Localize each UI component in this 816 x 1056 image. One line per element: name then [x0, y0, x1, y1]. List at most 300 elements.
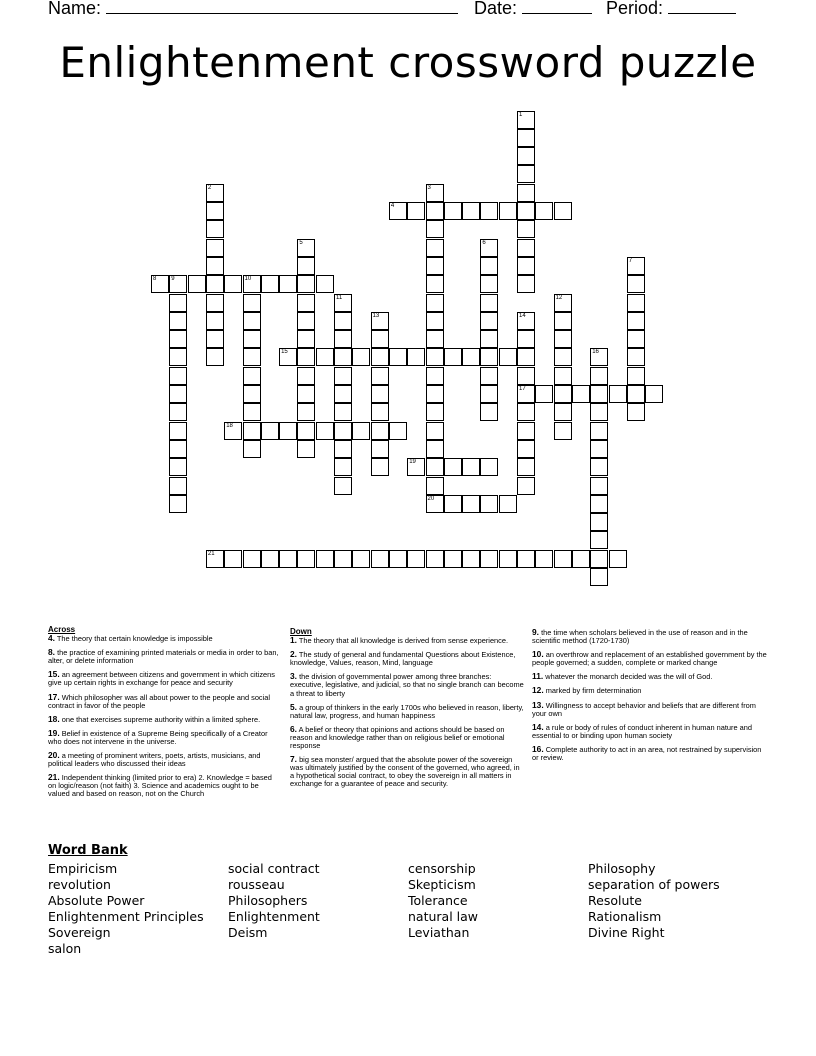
- word-bank-item: Absolute Power: [48, 893, 145, 908]
- date-label: Date:: [474, 0, 518, 18]
- clue-text: an overthrow and replacement of an established government by the people governed; a sudden, complete or marked change: [532, 650, 767, 668]
- crossword-cell[interactable]: [169, 458, 187, 476]
- crossword-cell[interactable]: [444, 550, 462, 568]
- word-bank: [48, 843, 768, 957]
- crossword-cell[interactable]: [243, 330, 261, 348]
- across-clue: [48, 693, 280, 710]
- crossword-cell[interactable]: [389, 422, 407, 440]
- clue-number-label: 17: [519, 386, 526, 392]
- word-bank-item: revolution: [48, 877, 111, 892]
- crossword-cell[interactable]: [426, 477, 444, 495]
- clue-text: the practice of examining printed materials or media in order to ban, alter, or delete information: [48, 648, 279, 666]
- clue-number: 20.: [48, 750, 60, 761]
- crossword-cell[interactable]: [206, 550, 224, 568]
- clue-number-label: 20: [427, 495, 435, 502]
- crossword-cell[interactable]: [480, 403, 498, 421]
- crossword-cell[interactable]: [480, 275, 498, 293]
- crossword-cell[interactable]: [426, 348, 444, 366]
- crossword-cell[interactable]: [261, 550, 279, 568]
- crossword-cell[interactable]: [590, 550, 608, 568]
- clue-number: 1.: [290, 635, 297, 646]
- word-bank-item: Deism: [228, 925, 268, 940]
- word-bank-item: Empiricism: [48, 861, 118, 876]
- crossword-cell[interactable]: [334, 422, 352, 440]
- word-bank-item: natural law: [408, 909, 479, 924]
- crossword-cell[interactable]: [297, 294, 315, 312]
- crossword-cell[interactable]: [426, 367, 444, 385]
- crossword-cell[interactable]: [297, 312, 315, 330]
- crossword-cell[interactable]: [426, 440, 444, 458]
- crossword-cell[interactable]: [352, 348, 370, 366]
- crossword-cell[interactable]: [316, 348, 334, 366]
- crossword-cell[interactable]: [334, 550, 352, 568]
- crossword-cell[interactable]: [627, 294, 645, 312]
- crossword-cell[interactable]: [169, 330, 187, 348]
- clue-number-label: 18: [226, 422, 233, 429]
- crossword-cell[interactable]: [480, 550, 498, 568]
- crossword-cell[interactable]: [499, 348, 517, 366]
- crossword-cell[interactable]: [480, 257, 498, 275]
- crossword-cell[interactable]: [297, 422, 315, 440]
- crossword-cell[interactable]: [554, 403, 572, 421]
- crossword-cell[interactable]: [371, 312, 389, 330]
- crossword-cell[interactable]: [279, 422, 297, 440]
- clue-number: 9.: [532, 627, 539, 637]
- crossword-cell[interactable]: [554, 294, 572, 312]
- crossword-cell[interactable]: [297, 239, 315, 257]
- clue-number: 6.: [290, 723, 297, 734]
- crossword-cell[interactable]: [206, 239, 224, 257]
- crossword-cell[interactable]: [517, 165, 535, 183]
- crossword-cell[interactable]: [426, 275, 444, 293]
- crossword-cell[interactable]: [426, 184, 444, 202]
- clue-text: whatever the monarch decided was the will of God.: [545, 672, 713, 682]
- word-bank-item: social contract: [228, 861, 320, 876]
- crossword-cell[interactable]: [426, 330, 444, 348]
- down-clues: [290, 628, 524, 794]
- clue-text: marked by firm determination: [545, 686, 642, 696]
- word-bank-item: separation of powers: [588, 877, 720, 892]
- crossword-cell[interactable]: [554, 550, 572, 568]
- crossword-cell[interactable]: [627, 385, 645, 403]
- crossword-cell[interactable]: [572, 385, 590, 403]
- crossword-cell[interactable]: [480, 239, 498, 257]
- down-clue: [290, 672, 524, 697]
- crossword-cell[interactable]: [316, 275, 334, 293]
- crossword-cell[interactable]: [389, 202, 407, 220]
- crossword-cell[interactable]: [389, 348, 407, 366]
- clue-text: A belief or theory that opinions and actions should be based on reason and knowledge rather than on religious belief or emotional response: [290, 724, 505, 751]
- clue-number: 17.: [48, 691, 60, 702]
- crossword-cell[interactable]: [371, 422, 389, 440]
- crossword-cell[interactable]: [462, 550, 480, 568]
- crossword-cell[interactable]: [627, 330, 645, 348]
- crossword-cell[interactable]: [224, 550, 242, 568]
- crossword-cell[interactable]: [517, 147, 535, 165]
- clue-number: 7.: [290, 754, 297, 765]
- crossword-cell[interactable]: [590, 458, 608, 476]
- clue-number: 10.: [532, 649, 544, 660]
- crossword-cell[interactable]: [462, 458, 480, 476]
- clue-number-label: 7: [628, 257, 633, 264]
- crossword-cell[interactable]: [352, 550, 370, 568]
- crossword-cell[interactable]: [279, 550, 297, 568]
- crossword-cell[interactable]: [444, 495, 462, 513]
- crossword-cell[interactable]: [480, 312, 498, 330]
- crossword-cell[interactable]: [426, 495, 444, 513]
- page-title: Enlightenment crossword puzzle: [59, 38, 757, 87]
- crossword-cell[interactable]: [590, 568, 608, 586]
- crossword-cell[interactable]: [206, 257, 224, 275]
- clue-number-label: 9: [171, 276, 175, 283]
- down-heading: Down: [290, 627, 312, 636]
- crossword-cell[interactable]: [297, 348, 315, 366]
- crossword-cell[interactable]: [426, 458, 444, 476]
- crossword-cell[interactable]: [462, 348, 480, 366]
- crossword-cell[interactable]: [590, 440, 608, 458]
- crossword-cell[interactable]: [169, 495, 187, 513]
- crossword-cell[interactable]: [407, 202, 425, 220]
- clue-text: the division of governmental power among three branches: executive, legislative, and judicial, so that no single branch can become a threat to liberty: [290, 672, 524, 698]
- clue-text: Complete authority to act in an area, not restrained by supervision or review.: [532, 744, 762, 763]
- crossword-cell[interactable]: [334, 385, 352, 403]
- crossword-cell[interactable]: [499, 202, 517, 220]
- down-clue: [290, 703, 524, 720]
- crossword-cell[interactable]: [517, 220, 535, 238]
- clue-number-label: 21: [207, 550, 215, 557]
- across-clue: [48, 715, 280, 724]
- crossword-cell[interactable]: [334, 312, 352, 330]
- crossword-cell[interactable]: [206, 184, 224, 202]
- crossword-cell[interactable]: [243, 312, 261, 330]
- crossword-cell[interactable]: [371, 440, 389, 458]
- crossword-cell[interactable]: [169, 440, 187, 458]
- crossword-cell[interactable]: [517, 477, 535, 495]
- down-clue: [532, 686, 768, 695]
- crossword-cell[interactable]: [261, 275, 279, 293]
- crossword-cell[interactable]: [480, 385, 498, 403]
- across-clue: [48, 634, 280, 643]
- clue-number-label: 2: [207, 184, 212, 191]
- crossword-cell[interactable]: [169, 312, 187, 330]
- crossword-cell[interactable]: [224, 422, 242, 440]
- clue-text: one that exercises supreme authority within a limited sphere.: [61, 714, 261, 724]
- clue-number-label: 10: [244, 276, 252, 283]
- crossword-cell[interactable]: [554, 348, 572, 366]
- crossword-cell[interactable]: [590, 477, 608, 495]
- crossword-cell[interactable]: [517, 367, 535, 385]
- crossword-cell[interactable]: [480, 367, 498, 385]
- down-clue: [290, 636, 524, 645]
- clue-number-label: 4: [390, 203, 395, 209]
- crossword-cell[interactable]: [426, 202, 444, 220]
- crossword-cell[interactable]: [297, 257, 315, 275]
- clue-text: an agreement between citizens and government in which citizens give up certain rights in exchange for peace and security: [48, 670, 275, 688]
- crossword-cell[interactable]: [517, 348, 535, 366]
- crossword-cell[interactable]: [590, 403, 608, 421]
- crossword-cell[interactable]: [480, 458, 498, 476]
- crossword-cell[interactable]: [517, 403, 535, 421]
- crossword-cell[interactable]: [297, 330, 315, 348]
- crossword-cell[interactable]: [169, 403, 187, 421]
- clue-number: 16.: [532, 743, 544, 754]
- crossword-cell[interactable]: [169, 275, 187, 293]
- word-bank-item: Skepticism: [408, 877, 476, 892]
- crossword-cell[interactable]: [169, 385, 187, 403]
- crossword-cell[interactable]: [426, 239, 444, 257]
- crossword-cell[interactable]: [243, 403, 261, 421]
- crossword-cell[interactable]: [206, 348, 224, 366]
- crossword-cell[interactable]: [371, 348, 389, 366]
- crossword-cell[interactable]: [590, 495, 608, 513]
- clue-text: a rule or body of rules of conduct inherent in human nature and essential to or binding upon human society: [532, 722, 752, 740]
- crossword-cell[interactable]: [243, 348, 261, 366]
- crossword-cell[interactable]: [554, 422, 572, 440]
- crossword-cell[interactable]: [389, 550, 407, 568]
- clue-number: 13.: [532, 699, 544, 710]
- clue-text: The theory that all knowledge is derived from sense experience.: [298, 636, 509, 646]
- crossword-cell[interactable]: [279, 348, 297, 366]
- clue-number: 4.: [48, 633, 55, 644]
- across-clue: [48, 773, 280, 798]
- crossword-cell[interactable]: [334, 477, 352, 495]
- crossword-cell[interactable]: [517, 184, 535, 202]
- crossword-cell[interactable]: [535, 550, 553, 568]
- crossword-cell[interactable]: [480, 202, 498, 220]
- crossword-cell[interactable]: [371, 403, 389, 421]
- clue-number-label: 12: [555, 294, 563, 301]
- crossword-cell[interactable]: [480, 495, 498, 513]
- period-label: Period:: [606, 0, 664, 18]
- word-bank-item: Philosophers: [228, 893, 308, 908]
- crossword-cell[interactable]: [517, 275, 535, 293]
- crossword-cell[interactable]: [206, 312, 224, 330]
- word-bank-item: Resolute: [588, 893, 642, 908]
- crossword-cell[interactable]: [426, 385, 444, 403]
- crossword-cell[interactable]: [169, 367, 187, 385]
- crossword-cell[interactable]: [517, 129, 535, 147]
- crossword-cell[interactable]: [609, 550, 627, 568]
- crossword-cell[interactable]: [243, 550, 261, 568]
- clue-text: Belief in existence of a Supreme Being specifically of a Creator who does not intervene in the universe.: [48, 728, 268, 746]
- crossword-cell[interactable]: [480, 330, 498, 348]
- crossword-cell[interactable]: [169, 422, 187, 440]
- crossword-cell[interactable]: [169, 477, 187, 495]
- crossword-cell[interactable]: [590, 422, 608, 440]
- across-clue: [48, 751, 280, 768]
- crossword-cell[interactable]: [243, 367, 261, 385]
- word-bank-item: Tolerance: [408, 893, 468, 908]
- clue-text: Which philosopher was all about power to the people and social contract in favor of the people: [48, 692, 271, 710]
- crossword-cell[interactable]: [297, 385, 315, 403]
- crossword-cell[interactable]: [206, 294, 224, 312]
- crossword-cell[interactable]: [297, 275, 315, 293]
- across-clue: [48, 670, 280, 687]
- crossword-cell[interactable]: [517, 312, 535, 330]
- clue-text: a group of thinkers in the early 1700s who believed in reason, liberty, natural law, progress, and human happiness: [290, 702, 524, 720]
- word-bank-item: salon: [48, 941, 82, 956]
- crossword-cell[interactable]: [590, 348, 608, 366]
- crossword-cell[interactable]: [243, 440, 261, 458]
- crossword-cell[interactable]: [407, 550, 425, 568]
- crossword-cell[interactable]: [480, 294, 498, 312]
- crossword-cell[interactable]: [426, 403, 444, 421]
- crossword-cell[interactable]: [627, 257, 645, 275]
- crossword-cell[interactable]: [627, 275, 645, 293]
- crossword-cell[interactable]: [517, 330, 535, 348]
- across-clue: [48, 648, 280, 665]
- crossword-cell[interactable]: [426, 294, 444, 312]
- crossword-cell[interactable]: [554, 202, 572, 220]
- crossword-cell[interactable]: [407, 348, 425, 366]
- clue-number: 14.: [532, 721, 544, 732]
- crossword-cell[interactable]: [426, 257, 444, 275]
- crossword-cell[interactable]: [554, 330, 572, 348]
- clue-text: a meeting of prominent writers, poets, artists, musicians, and political leaders who discussed their ideas: [48, 751, 261, 769]
- crossword-cell[interactable]: [554, 312, 572, 330]
- down-clues-continued: [532, 628, 768, 767]
- crossword-cell[interactable]: [297, 367, 315, 385]
- crossword-cell[interactable]: [334, 458, 352, 476]
- crossword-cell[interactable]: [462, 202, 480, 220]
- word-bank-title: Word Bank: [48, 843, 128, 858]
- crossword-cell[interactable]: [334, 348, 352, 366]
- clue-number: 3.: [290, 671, 297, 682]
- crossword-cell[interactable]: [426, 220, 444, 238]
- word-bank-item: Enlightenment Principles: [48, 909, 204, 924]
- crossword-cell[interactable]: [444, 202, 462, 220]
- down-clue: [532, 745, 768, 762]
- crossword-cell[interactable]: [316, 422, 334, 440]
- clue-text: the time when scholars believed in the use of reason and in the scientific method (1720-1730): [532, 628, 748, 646]
- crossword-cell[interactable]: [517, 202, 535, 220]
- crossword-cell[interactable]: [645, 385, 663, 403]
- name-label: Name:: [48, 0, 102, 18]
- crossword-cell[interactable]: [371, 330, 389, 348]
- crossword-cell[interactable]: [517, 111, 535, 129]
- crossword-cell[interactable]: [371, 385, 389, 403]
- crossword-cell[interactable]: [590, 385, 608, 403]
- crossword-cell[interactable]: [151, 275, 169, 293]
- crossword-cell[interactable]: [517, 550, 535, 568]
- crossword-cell[interactable]: [297, 550, 315, 568]
- clue-number: 18.: [48, 713, 60, 724]
- clue-number: 19.: [48, 727, 60, 738]
- crossword-cell[interactable]: [480, 348, 498, 366]
- crossword-cell[interactable]: [206, 275, 224, 293]
- clue-number: 21.: [48, 772, 60, 783]
- crossword-cell[interactable]: [334, 440, 352, 458]
- clue-number-label: 19: [409, 459, 416, 466]
- crossword-cell[interactable]: [535, 202, 553, 220]
- crossword-cell[interactable]: [297, 440, 315, 458]
- clue-text: The theory that certain knowledge is impossible: [56, 634, 213, 644]
- crossword-cell[interactable]: [334, 367, 352, 385]
- across-clue: [48, 729, 280, 746]
- clue-number: 15.: [48, 669, 60, 680]
- crossword-cell[interactable]: [352, 422, 370, 440]
- clue-number-label: 5: [299, 239, 303, 246]
- down-clue: [290, 725, 524, 750]
- crossword-cell[interactable]: [426, 312, 444, 330]
- crossword-cell[interactable]: [627, 367, 645, 385]
- crossword-cell[interactable]: [297, 403, 315, 421]
- crossword-cell[interactable]: [224, 275, 242, 293]
- crossword-cell[interactable]: [517, 385, 535, 403]
- clue-number-label: 15: [281, 349, 288, 356]
- crossword-cell[interactable]: [188, 275, 206, 293]
- clue-text: big sea monster/ argued that the absolute power of the sovereign was ultimately justified by the consent of the governed, who agreed, in a hypothetical social contract, to obey the sovereign in all matters in exchange for a guarantee of peace and security.: [290, 755, 520, 789]
- crossword-cell[interactable]: [426, 422, 444, 440]
- clue-number: 12.: [532, 685, 544, 696]
- crossword-cell[interactable]: [499, 495, 517, 513]
- crossword-cell[interactable]: [169, 294, 187, 312]
- word-bank-item: censorship: [408, 861, 476, 876]
- word-bank-item: Philosophy: [588, 861, 656, 876]
- crossword-cell[interactable]: [169, 348, 187, 366]
- crossword-cell[interactable]: [206, 220, 224, 238]
- crossword-cell[interactable]: [206, 330, 224, 348]
- crossword-cell[interactable]: [517, 440, 535, 458]
- crossword-cell[interactable]: [590, 531, 608, 549]
- crossword-cell[interactable]: [407, 458, 425, 476]
- word-bank-item: Divine Right: [588, 925, 665, 940]
- crossword-cell[interactable]: [517, 239, 535, 257]
- crossword-cell[interactable]: [243, 294, 261, 312]
- clue-number: 11.: [532, 671, 544, 682]
- crossword-cell[interactable]: [243, 385, 261, 403]
- crossword-cell[interactable]: [206, 202, 224, 220]
- crossword-cell[interactable]: [444, 348, 462, 366]
- crossword-cell[interactable]: [590, 367, 608, 385]
- crossword-cell[interactable]: [279, 275, 297, 293]
- crossword-cell[interactable]: [426, 550, 444, 568]
- crossword-cell[interactable]: [517, 257, 535, 275]
- crossword-cell[interactable]: [554, 367, 572, 385]
- crossword-cell[interactable]: [627, 312, 645, 330]
- down-clue: [532, 701, 768, 718]
- crossword-cell[interactable]: [609, 385, 627, 403]
- crossword-cell[interactable]: [517, 458, 535, 476]
- crossword-cell[interactable]: [499, 550, 517, 568]
- crossword-cell[interactable]: [334, 294, 352, 312]
- crossword-cell[interactable]: [444, 458, 462, 476]
- crossword-cell[interactable]: [243, 275, 261, 293]
- crossword-cell[interactable]: [572, 550, 590, 568]
- crossword-cell[interactable]: [334, 330, 352, 348]
- crossword-cell[interactable]: [627, 348, 645, 366]
- clue-number-label: 3: [427, 184, 431, 191]
- crossword-cell[interactable]: [316, 550, 334, 568]
- crossword-cell[interactable]: [535, 385, 553, 403]
- crossword-cell[interactable]: [590, 513, 608, 531]
- down-clue: [532, 723, 768, 740]
- crossword-cell[interactable]: [243, 422, 261, 440]
- crossword-cell[interactable]: [261, 422, 279, 440]
- crossword-cell[interactable]: [371, 367, 389, 385]
- across-heading: Across: [48, 625, 76, 634]
- clue-number-label: 14: [519, 312, 526, 319]
- crossword-cell[interactable]: [627, 403, 645, 421]
- crossword-cell[interactable]: [462, 495, 480, 513]
- down-clue: [532, 650, 768, 667]
- crossword-cell[interactable]: [371, 458, 389, 476]
- crossword-cell[interactable]: [334, 403, 352, 421]
- crossword-cell[interactable]: [371, 550, 389, 568]
- clue-number: 8.: [48, 647, 55, 658]
- crossword-cell[interactable]: [517, 422, 535, 440]
- crossword-cell[interactable]: [554, 385, 572, 403]
